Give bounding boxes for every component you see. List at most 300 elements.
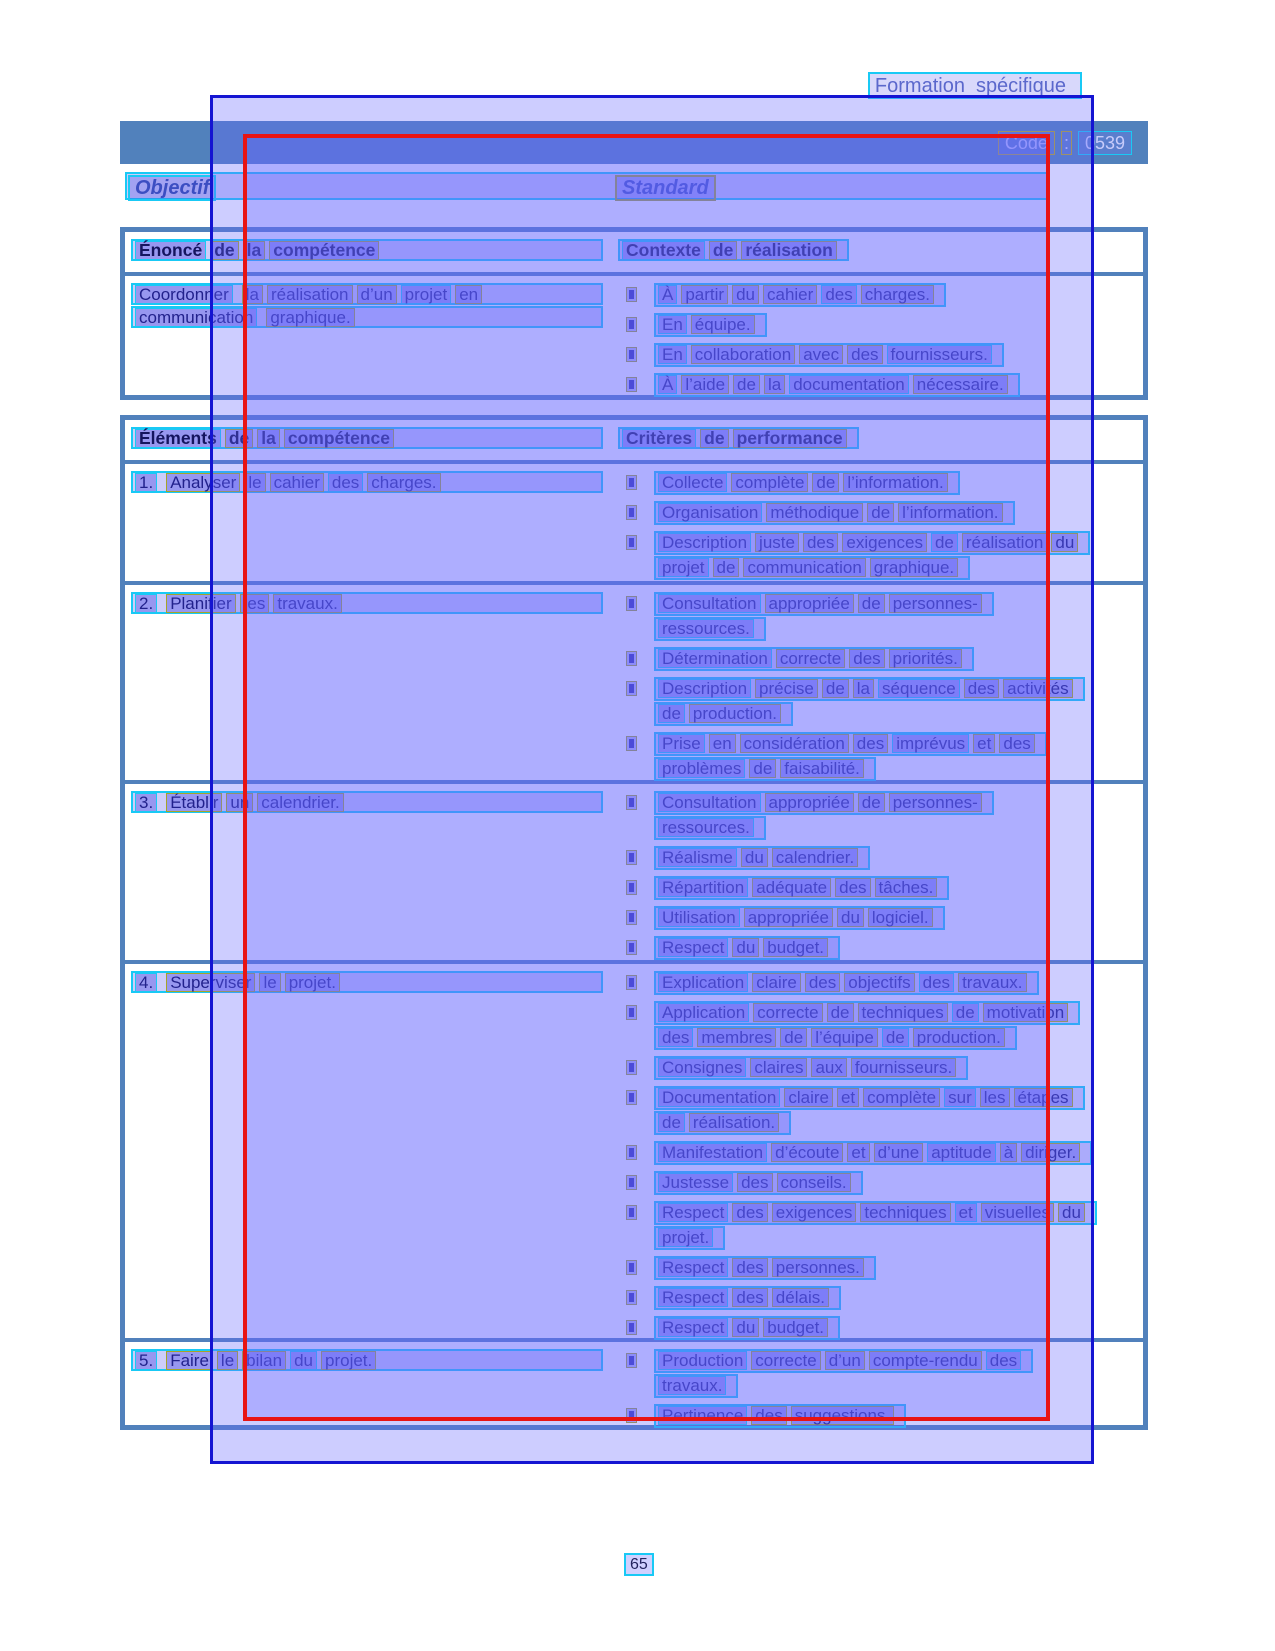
bullet-item	[618, 1001, 1143, 1050]
bullet-item	[618, 971, 1143, 995]
word-box: de	[931, 533, 958, 552]
word-box: Réalisme	[658, 848, 737, 867]
line-band	[654, 647, 974, 671]
word-box: compétence	[284, 429, 394, 448]
word-box: budget.	[763, 1318, 828, 1337]
word-box: Répartition	[658, 878, 748, 897]
word-box: la	[257, 429, 280, 448]
word-box: personnes-	[889, 793, 982, 812]
bullet-item	[618, 373, 1143, 397]
word-box: des	[732, 1258, 767, 1277]
word-box: des	[964, 679, 999, 698]
line-band	[654, 816, 766, 840]
word-box: 5.	[135, 1351, 157, 1370]
word-box: Respect	[658, 1318, 728, 1337]
word-box: du	[290, 1351, 317, 1370]
word-box: membres	[697, 1028, 776, 1047]
line-band	[654, 283, 946, 307]
word-box: des	[803, 533, 838, 552]
header-cell-left	[125, 420, 612, 460]
word-box: personnes.	[772, 1258, 864, 1277]
bullet-item	[618, 1286, 1143, 1310]
word-box: Coordonner	[135, 285, 233, 304]
bullet-icon	[626, 940, 637, 955]
bullet-icon	[626, 880, 637, 895]
word-box: projet.	[285, 973, 340, 992]
line-band	[654, 1001, 1080, 1025]
word-box: projet.	[321, 1351, 376, 1370]
line-band	[654, 1256, 876, 1280]
word-box: cahier	[270, 473, 324, 492]
bullet-item	[618, 876, 1143, 900]
word-box: du	[732, 938, 759, 957]
word-box: graphique.	[266, 308, 354, 327]
word-box: projet	[401, 285, 452, 304]
line-band	[654, 1056, 968, 1080]
bullet-item	[618, 1256, 1143, 1280]
bullet-icon	[626, 1353, 637, 1368]
word-box: Prise	[658, 734, 705, 753]
word-box: charges.	[861, 285, 934, 304]
word-box: du	[837, 908, 864, 927]
line-band	[654, 343, 1004, 367]
line-band	[654, 1226, 725, 1250]
element-cell	[125, 585, 612, 787]
bullet-icon	[626, 910, 637, 925]
bullet-item	[618, 846, 1143, 870]
word-box: du	[741, 848, 768, 867]
line-band	[654, 1111, 791, 1135]
word-box: de	[822, 679, 849, 698]
line-band	[654, 732, 1047, 756]
table-row	[125, 964, 1143, 1342]
bullet-item	[618, 1201, 1143, 1250]
bullet-item	[618, 343, 1143, 367]
word-box: Planifier	[166, 594, 235, 613]
word-box: de	[952, 1003, 979, 1022]
word-box: en	[455, 285, 482, 304]
bullet-icon	[626, 975, 637, 990]
bullet-icon	[626, 287, 637, 302]
criteria-cell	[612, 585, 1143, 787]
line-band	[131, 1349, 603, 1371]
word-box: Utilisation	[658, 908, 740, 927]
bullet-icon	[626, 1290, 637, 1305]
line-band	[618, 239, 849, 261]
bullet-icon	[626, 1005, 637, 1020]
word-box: travaux.	[273, 594, 341, 613]
word-box: à	[1000, 1143, 1017, 1162]
word-box: juste	[755, 533, 799, 552]
table-enonce-contexte	[120, 227, 1148, 400]
word-box: la	[853, 679, 874, 698]
word-box: précise	[755, 679, 818, 698]
word-box: des	[821, 285, 856, 304]
bullet-icon	[626, 377, 637, 392]
page-number: 65	[624, 1553, 654, 1576]
line-band	[654, 1404, 906, 1428]
word-box: séquence	[878, 679, 960, 698]
line-band	[654, 757, 876, 781]
word-box: travaux.	[658, 1376, 726, 1395]
word-box: réalisation	[962, 533, 1048, 552]
word-box: appropriée	[765, 793, 854, 812]
bullet-item	[618, 906, 1143, 930]
word-box: Consultation	[658, 793, 761, 812]
word-box: 4.	[135, 973, 157, 992]
bullet-item	[618, 1086, 1143, 1135]
word-box: Description	[658, 533, 751, 552]
bullet-icon	[626, 535, 637, 550]
word-box: Respect	[658, 1258, 728, 1277]
objectif-title: Objectif	[128, 175, 216, 201]
word-box: sur	[944, 1088, 976, 1107]
word-box: des	[919, 973, 954, 992]
criteria-cell	[612, 276, 1143, 403]
word-box: suggestions.	[791, 1406, 894, 1425]
word-box: personnes-	[889, 594, 982, 613]
word-box: complète	[731, 473, 808, 492]
word-box: diriger.	[1021, 1143, 1080, 1162]
line-band	[131, 592, 603, 614]
word-box: et	[973, 734, 995, 753]
word-box: 2.	[135, 594, 157, 613]
word-box: Critères	[622, 429, 696, 448]
word-box: logiciel.	[868, 908, 933, 927]
word-box: conseils.	[777, 1173, 851, 1192]
word-box: claire	[752, 973, 801, 992]
line-band	[654, 471, 960, 495]
element-cell	[125, 964, 612, 1346]
section-title-row	[125, 172, 1050, 200]
word-box: l’information.	[843, 473, 947, 492]
bullet-icon	[626, 1090, 637, 1105]
word-box: des	[986, 1351, 1021, 1370]
word-box: budget.	[763, 938, 828, 957]
word-box: des	[847, 345, 882, 364]
bullet-item	[618, 791, 1143, 840]
word-box: À	[658, 375, 677, 394]
line-band	[654, 906, 945, 930]
word-box: de	[858, 594, 885, 613]
word-box: en	[709, 734, 736, 753]
line-band	[654, 936, 840, 960]
word-box: les	[240, 594, 270, 613]
bullet-icon	[626, 475, 637, 490]
word-box: et	[837, 1088, 859, 1107]
bullet-icon	[626, 651, 637, 666]
word-box: la	[764, 375, 785, 394]
line-band	[654, 501, 1015, 525]
word-box: documentation	[789, 375, 909, 394]
word-box: tâches.	[875, 878, 938, 897]
word-box: d’un	[357, 285, 397, 304]
word-box: projet.	[658, 1228, 713, 1247]
word-box: fournisseurs.	[851, 1058, 956, 1077]
word-box: de	[812, 473, 839, 492]
bullet-icon	[626, 1408, 637, 1423]
word-box: compétence	[269, 241, 379, 260]
word-box: de	[780, 1028, 807, 1047]
word-box: du	[732, 285, 759, 304]
word-box: de	[749, 759, 776, 778]
bullet-item	[618, 313, 1143, 337]
line-band	[654, 373, 1020, 397]
word-box: de	[225, 429, 253, 448]
line-band	[654, 556, 970, 580]
line-band	[654, 617, 766, 641]
bullet-item	[618, 936, 1143, 960]
word-box: calendrier.	[772, 848, 858, 867]
word-box: des	[658, 1028, 693, 1047]
bullet-icon	[626, 1320, 637, 1335]
word-box: de	[867, 503, 894, 522]
word-box: claire	[784, 1088, 833, 1107]
word-box: bilan	[242, 1351, 286, 1370]
word-box: du	[1051, 533, 1078, 552]
word-box: motivation	[983, 1003, 1068, 1022]
element-cell	[125, 784, 612, 966]
bullet-item	[618, 732, 1143, 781]
word-box: Collecte	[658, 473, 727, 492]
word-box: 3.	[135, 793, 157, 812]
line-band	[131, 791, 603, 813]
standard-title: Standard	[615, 175, 716, 201]
word-box: du	[732, 1318, 759, 1337]
criteria-cell	[612, 784, 1143, 966]
word-box: équipe.	[691, 315, 755, 334]
word-box: de	[700, 429, 728, 448]
word-box: 1.	[135, 473, 157, 492]
word-box: Éléments	[135, 429, 221, 448]
code-separator: :	[1061, 131, 1072, 155]
word-box: la	[243, 241, 266, 260]
word-box: problèmes	[658, 759, 745, 778]
word-box: un	[226, 793, 253, 812]
word-box: Production	[658, 1351, 747, 1370]
bullet-item	[618, 531, 1143, 580]
line-band	[654, 1316, 840, 1340]
word-box: travaux.	[958, 973, 1026, 992]
word-box: priorités.	[889, 649, 962, 668]
line-band	[654, 592, 994, 616]
header-cell-right	[612, 420, 1143, 460]
line-band	[654, 1201, 1097, 1225]
word-box: partir	[681, 285, 728, 304]
word-box: En	[658, 345, 687, 364]
word-box: l’équipe	[811, 1028, 878, 1047]
element-cell	[125, 276, 612, 403]
line-band	[654, 1141, 1092, 1165]
word-box: En	[658, 315, 687, 334]
word-box: aux	[811, 1058, 846, 1077]
word-box: Pertinence	[658, 1406, 747, 1425]
word-box: projet	[658, 558, 709, 577]
line-band	[654, 1349, 1033, 1373]
criteria-cell	[612, 1342, 1143, 1434]
word-box: Analyser	[166, 473, 240, 492]
word-box: Respect	[658, 938, 728, 957]
word-box: ressources.	[658, 619, 754, 638]
word-box: correcte	[776, 649, 845, 668]
word-box: charges.	[367, 473, 440, 492]
bullet-icon	[626, 1205, 637, 1220]
bullet-item	[618, 647, 1143, 671]
line-band	[654, 531, 1090, 555]
bullet-item	[618, 471, 1143, 495]
line-band	[654, 876, 949, 900]
bullet-item	[618, 1056, 1143, 1080]
line-band	[131, 427, 603, 449]
bullet-icon	[626, 1060, 637, 1075]
bullet-item	[618, 677, 1143, 726]
word-box: des	[732, 1288, 767, 1307]
word-box: ressources.	[658, 818, 754, 837]
word-box: exigences	[772, 1203, 857, 1222]
bullet-icon	[626, 347, 637, 362]
word-box: objectifs	[844, 973, 914, 992]
word-box: des	[328, 473, 363, 492]
word-box: de	[827, 1003, 854, 1022]
word-box: correcte	[751, 1351, 820, 1370]
running-head-box: spécifique	[975, 74, 1066, 97]
word-box: Superviser	[166, 973, 255, 992]
table-header-row	[125, 232, 1143, 276]
table-row	[125, 276, 1143, 395]
bullet-icon	[626, 505, 637, 520]
word-box: des	[805, 973, 840, 992]
word-box: Organisation	[658, 503, 762, 522]
line-band	[654, 1086, 1085, 1110]
line-band	[654, 1171, 863, 1195]
word-box: claires	[750, 1058, 807, 1077]
word-box: et	[847, 1143, 869, 1162]
code-label: Code	[998, 131, 1055, 155]
word-box: Consultation	[658, 594, 761, 613]
word-box: le	[217, 1351, 238, 1370]
bullet-icon	[626, 1145, 637, 1160]
line-band	[654, 1374, 738, 1398]
word-box: méthodique	[766, 503, 863, 522]
word-box: À	[658, 285, 677, 304]
table-header-row	[125, 420, 1143, 464]
word-box: graphique.	[870, 558, 958, 577]
bullet-icon	[626, 681, 637, 696]
line-band	[131, 239, 603, 261]
word-box: du	[1058, 1203, 1085, 1222]
element-cell	[125, 464, 612, 586]
word-box: réalisation.	[689, 1113, 779, 1132]
word-box: complète	[863, 1088, 940, 1107]
word-box: Établir	[166, 793, 222, 812]
word-box: Manifestation	[658, 1143, 767, 1162]
word-box: et	[955, 1203, 977, 1222]
bullet-icon	[626, 1260, 637, 1275]
word-box: Justesse	[658, 1173, 733, 1192]
word-box: de	[709, 241, 737, 260]
line-band	[654, 846, 870, 870]
line-band	[131, 971, 603, 993]
table-row	[125, 784, 1143, 964]
line-band	[654, 677, 1085, 701]
bullet-item	[618, 1141, 1143, 1165]
word-box: performance	[733, 429, 847, 448]
word-box: faisabilité.	[780, 759, 864, 778]
word-box: Énoncé	[135, 241, 206, 260]
word-box: réalisation	[267, 285, 353, 304]
word-box: des	[999, 734, 1034, 753]
word-box: appropriée	[765, 594, 854, 613]
word-box: Détermination	[658, 649, 772, 668]
word-box: techniques	[858, 1003, 948, 1022]
word-box: correcte	[753, 1003, 822, 1022]
word-box: avec	[799, 345, 843, 364]
word-box: réalisation	[741, 241, 837, 260]
code-bar	[120, 121, 1148, 164]
table-elements-criteres	[120, 415, 1148, 1430]
word-box: étapes	[1014, 1088, 1073, 1107]
table-row	[125, 464, 1143, 585]
running-head	[868, 72, 1082, 99]
header-cell-left	[125, 232, 612, 272]
word-box: compte-rendu	[869, 1351, 982, 1370]
word-box: Application	[658, 1003, 749, 1022]
word-box: fournisseurs.	[887, 345, 992, 364]
bullet-item	[618, 501, 1143, 525]
word-box: de	[858, 793, 885, 812]
word-box: de	[210, 241, 238, 260]
word-box: d’écoute	[771, 1143, 843, 1162]
word-box: Contexte	[622, 241, 705, 260]
word-box: des	[849, 649, 884, 668]
criteria-cell	[612, 464, 1143, 586]
word-box: considération	[740, 734, 849, 753]
word-box: des	[732, 1203, 767, 1222]
word-box: de	[733, 375, 760, 394]
word-box: des	[853, 734, 888, 753]
word-box: cahier	[763, 285, 817, 304]
word-box: le	[259, 973, 280, 992]
word-box: appropriée	[744, 908, 833, 927]
word-box: production.	[913, 1028, 1005, 1047]
bullet-item	[618, 1404, 1143, 1428]
word-box: production.	[689, 704, 781, 723]
line-band	[654, 791, 994, 815]
word-box: visuelles	[981, 1203, 1054, 1222]
bullet-item	[618, 592, 1143, 641]
bullet-icon	[626, 736, 637, 751]
bullet-item	[618, 1349, 1143, 1398]
table-row	[125, 1342, 1143, 1434]
word-box: les	[980, 1088, 1010, 1107]
word-box: de	[658, 1113, 685, 1132]
line-band	[618, 427, 859, 449]
word-box: Documentation	[658, 1088, 780, 1107]
line-band	[654, 971, 1039, 995]
bullet-icon	[626, 317, 637, 332]
word-box: communication	[743, 558, 865, 577]
word-box: de	[658, 704, 685, 723]
word-box: des	[751, 1406, 786, 1425]
line-band	[654, 702, 793, 726]
word-box: délais.	[772, 1288, 829, 1307]
word-box: activités	[1003, 679, 1072, 698]
word-box: imprévus	[892, 734, 969, 753]
word-box: des	[737, 1173, 772, 1192]
bullet-item	[618, 1171, 1143, 1195]
word-box: Explication	[658, 973, 748, 992]
element-cell	[125, 1342, 612, 1434]
